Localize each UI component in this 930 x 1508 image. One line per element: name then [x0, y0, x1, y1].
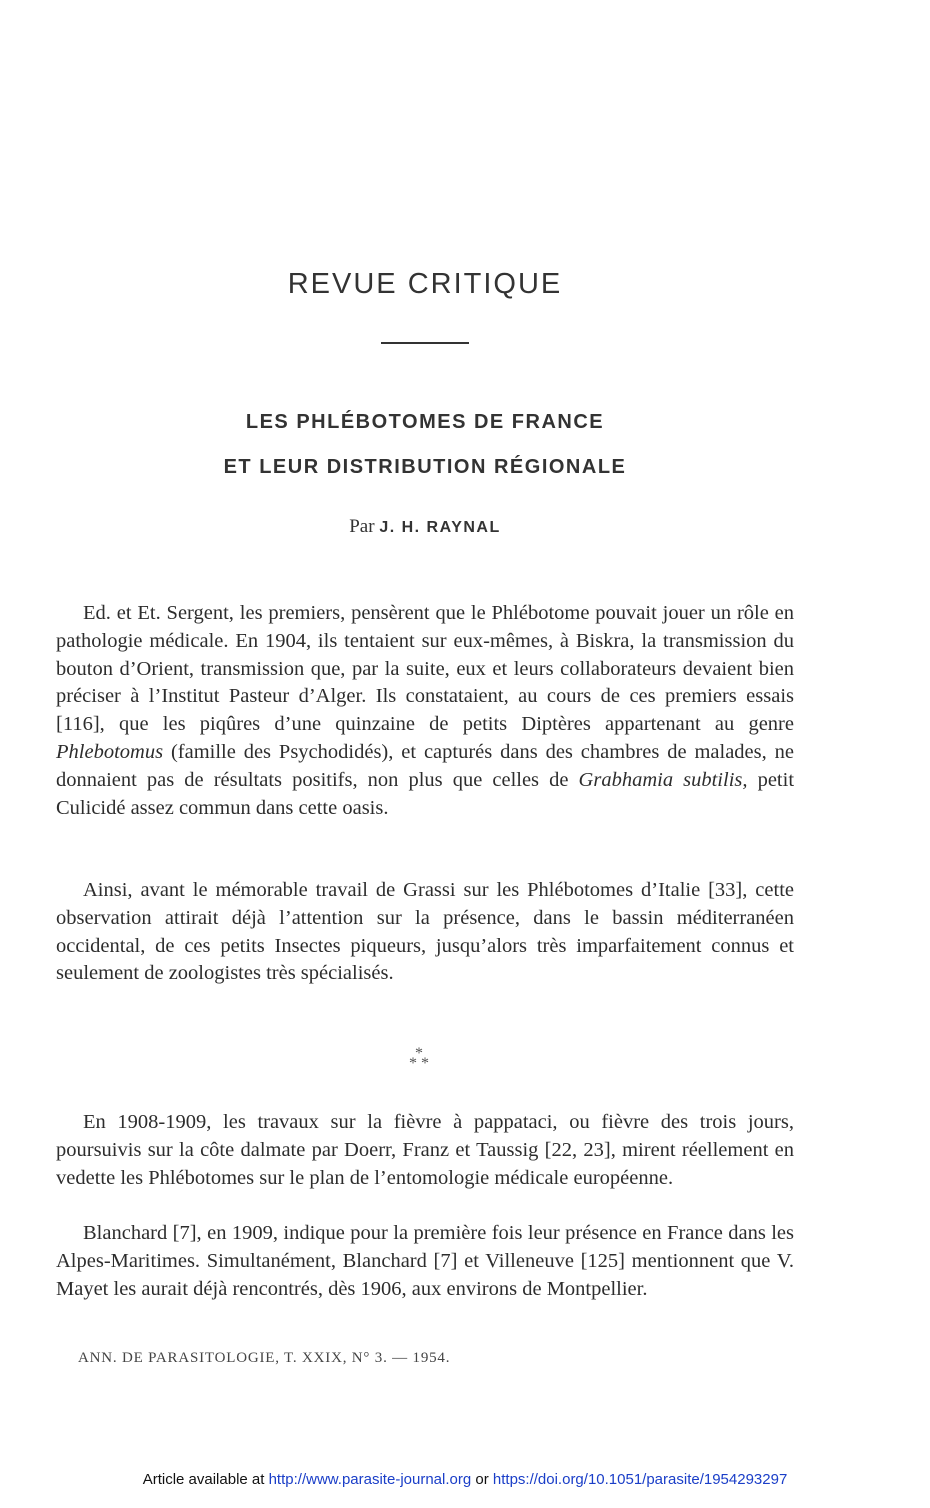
heading-rule: [381, 342, 469, 344]
genus-name: Phlebotomus: [56, 740, 164, 763]
availability-prefix: Article available at: [142, 1471, 265, 1488]
body-paragraph-1: [56, 600, 794, 822]
doi-link[interactable]: https://doi.org/10.1051/parasite/1954293297: [492, 1471, 788, 1488]
asterism-star-right: *: [421, 1055, 429, 1072]
p1-text-c: petit Culicidé assez commun dans cette oasis.: [56, 768, 795, 819]
asterism-separator: [398, 1046, 448, 1086]
section-heading: REVUE CRITIQUE: [287, 268, 563, 300]
species-name: Grabhamia subtilis,: [578, 768, 748, 791]
byline: [0, 516, 850, 538]
article-title-line-2: ET LEUR DISTRIBUTION RÉGIONALE: [223, 456, 627, 478]
asterism-star-top: *: [415, 1045, 423, 1062]
p1-text-b: (famille des Psychodidés), et capturés dans des chambres de malades, ne donnaient pas de résultats positifs, non plus que celles de: [56, 740, 794, 791]
body-paragraph-2: Ainsi, avant le mémorable travail de Grassi sur les Phlébotomes d’Italie [33], cette observation attirait déjà l’attention sur la présence, dans le bassin méditerranéen occidental, de ces petits Insectes piqueurs, jusqu’alors très imparfaitement connus et seulement de zoologistes très spécialisés.: [56, 879, 794, 985]
journal-reference: ANN. DE PARASITOLOGIE, T. XXIX, N° 3. — 1954.: [78, 1350, 451, 1366]
byline-prefix: Par: [349, 516, 375, 537]
journal-link[interactable]: http://www.parasite-journal.org: [268, 1471, 472, 1488]
p1-text-a: Ed. et Et. Sergent, les premiers, pensèrent que le Phlébotome pouvait jouer un rôle en pathologie médicale. En 1904, ils tentaient sur eux-mêmes, à Biskra, la transmission du bouton d’Orient, transmission que, par la suite, eux et leurs collaborateurs devaient bien préciser à l’Institut Pasteur d’Alger. Ils constataient, au cours de ces premiers essais [116], que les piqûres d’une quinzaine de petits Diptères appartenant au genre: [56, 602, 794, 736]
availability-separator: or: [475, 1471, 489, 1488]
availability-note: [0, 1471, 930, 1488]
body-paragraph-3: En 1908-1909, les travaux sur la fièvre à pappataci, ou fièvre des trois jours, poursuivis sur la côte dalmate par Doerr, Franz et Taussig [22, 23], mirent réellement en vedette les Phlébotomes sur le plan de l’entomologie médicale européenne.: [56, 1111, 794, 1189]
author-name: J. H. RAYNAL: [379, 519, 501, 536]
article-title-line-1: LES PHLÉBOTOMES DE FRANCE: [245, 411, 605, 433]
asterism-star-left: *: [409, 1055, 417, 1072]
body-paragraph-4: Blanchard [7], en 1909, indique pour la première fois leur présence en France dans les Alpes-Maritimes. Simultanément, Blanchard [7] et Villeneuve [125] mentionnent que V. Mayet les aurait déjà rencontrés, dès 1906, aux environs de Montpellier.: [56, 1222, 794, 1300]
